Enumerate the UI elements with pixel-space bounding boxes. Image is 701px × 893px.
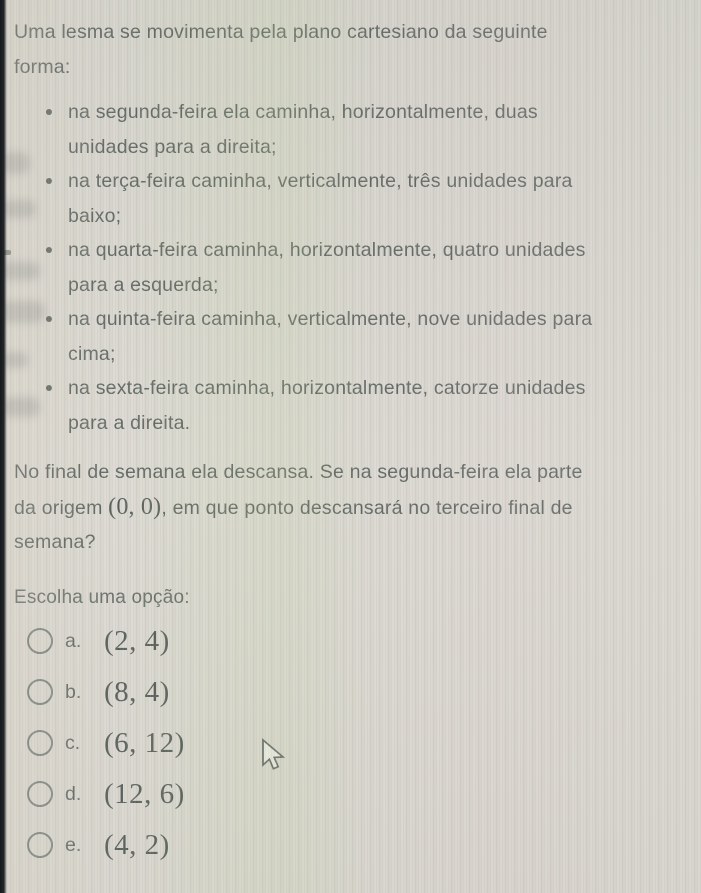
option-row-b[interactable] — [27, 667, 701, 718]
option-letter: d. — [65, 782, 82, 805]
question-followup-text — [14, 455, 599, 560]
radio-option-e[interactable] — [27, 832, 53, 858]
movement-bullet-list — [46, 95, 701, 440]
bullet-thursday: na quinta-feira caminha, verticalmente, nove unidades para cima; — [46, 302, 603, 371]
radio-option-c[interactable] — [27, 730, 53, 756]
option-value: (2, 4) — [104, 624, 170, 657]
option-row-c[interactable] — [27, 718, 701, 769]
answer-options — [0, 616, 701, 871]
option-value: (12, 6) — [104, 777, 185, 810]
followup-text-after-math: , em que ponto descansará no terceiro final de semana? — [14, 496, 573, 553]
mouse-cursor-icon — [260, 738, 286, 779]
bullet-friday: na sexta-feira caminha, horizontalmente, catorze unidades para a direita. — [46, 371, 603, 440]
radio-option-b[interactable] — [27, 679, 53, 705]
photo-left-edge — [0, 0, 7, 893]
question-intro-text: Uma lesma se movimenta pela plano cartesiano da seguinte forma: — [14, 21, 548, 78]
origin-coordinate-math: (0, 0) — [108, 493, 162, 520]
choose-option-label: Escolha uma opção: — [14, 586, 190, 608]
bullet-wednesday: na quarta-feira caminha, horizontalmente, quatro unidades para a esquerda; — [46, 233, 603, 302]
option-letter: e. — [65, 833, 82, 856]
option-row-d[interactable] — [27, 769, 701, 820]
bullet-monday: na segunda-feira ela caminha, horizontalmente, duas unidades para a direita; — [46, 95, 603, 164]
option-letter: c. — [65, 731, 81, 754]
option-row-a[interactable] — [27, 616, 701, 667]
radio-option-a[interactable] — [27, 628, 53, 654]
bullet-tuesday: na terça-feira caminha, verticalmente, três unidades para baixo; — [46, 164, 603, 233]
radio-option-d[interactable] — [27, 781, 53, 807]
option-value: (6, 12) — [104, 726, 185, 759]
option-row-e[interactable] — [27, 820, 701, 871]
followup-text-before-math: No final de semana ela descansa. Se na segunda-feira ela parte da origem — [14, 461, 583, 519]
option-value: (8, 4) — [104, 675, 170, 708]
option-letter: b. — [65, 680, 82, 703]
option-letter: a. — [65, 629, 82, 652]
option-value: (4, 2) — [104, 828, 170, 861]
